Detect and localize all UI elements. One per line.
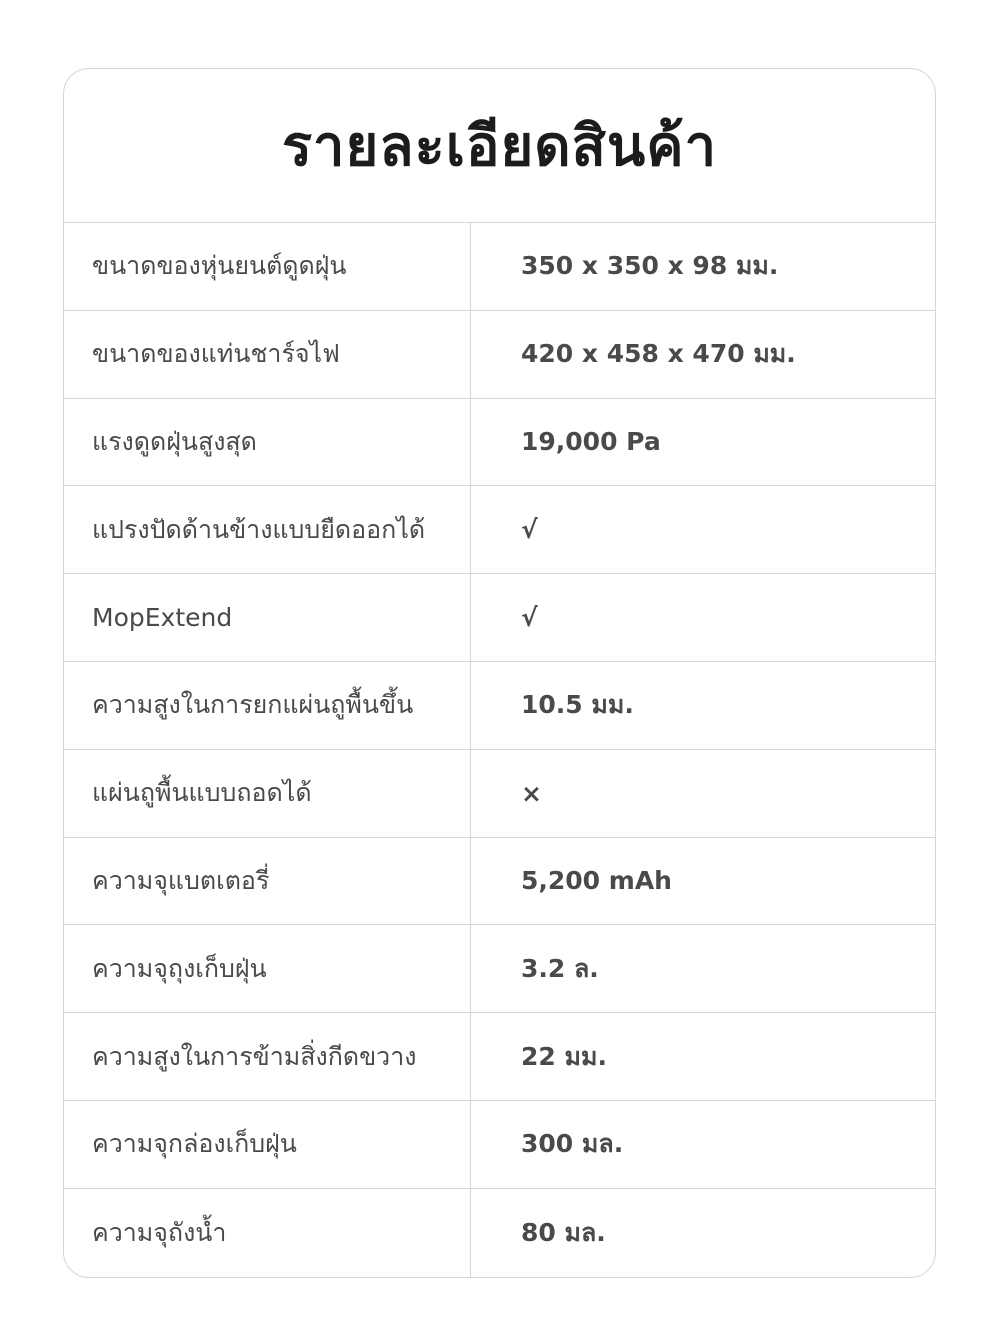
spec-table [64,223,935,1277]
table-row [64,750,935,838]
spec-label: ขนาดของแท่นชาร์จไฟ [64,311,471,398]
table-row [64,223,935,311]
page-title: รายละเอียดสินค้า [64,69,935,223]
spec-label: ความสูงในการข้ามสิ่งกีดขวาง [64,1013,471,1100]
spec-label: ความสูงในการยกแผ่นถูพื้นขึ้น [64,662,471,749]
spec-label: ความจุกล่องเก็บฝุ่น [64,1101,471,1188]
table-row [64,1013,935,1101]
spec-value: 22 มม. [521,1041,607,1071]
spec-label: ความจุแบตเตอรี่ [64,838,471,925]
table-row [64,1189,935,1277]
spec-value: 5,200 mAh [521,866,672,896]
table-row [64,574,935,662]
table-row [64,486,935,574]
spec-value: √ [521,603,538,633]
spec-value: 19,000 Pa [521,427,661,457]
table-row [64,925,935,1013]
spec-label: ความจุถังน้ำ [64,1189,471,1277]
spec-value: 3.2 ล. [521,953,599,983]
product-details-card [63,68,936,1278]
spec-label: แปรงปัดด้านข้างแบบยืดออกได้ [64,486,471,573]
table-row [64,399,935,487]
spec-value: 420 x 458 x 470 มม. [521,339,796,369]
table-row [64,311,935,399]
spec-label: แผ่นถูพื้นแบบถอดได้ [64,750,471,837]
table-row [64,662,935,750]
spec-label: MopExtend [64,574,471,661]
spec-value: 300 มล. [521,1129,624,1159]
spec-value: 80 มล. [521,1217,606,1247]
spec-value: √ [521,515,538,545]
spec-label: แรงดูดฝุ่นสูงสุด [64,399,471,486]
spec-label: ความจุถุงเก็บฝุ่น [64,925,471,1012]
spec-value: × [521,778,542,808]
spec-value: 350 x 350 x 98 มม. [521,251,779,281]
spec-label: ขนาดของหุ่นยนต์ดูดฝุ่น [64,223,471,310]
spec-value: 10.5 มม. [521,690,634,720]
table-row [64,838,935,926]
table-row [64,1101,935,1189]
